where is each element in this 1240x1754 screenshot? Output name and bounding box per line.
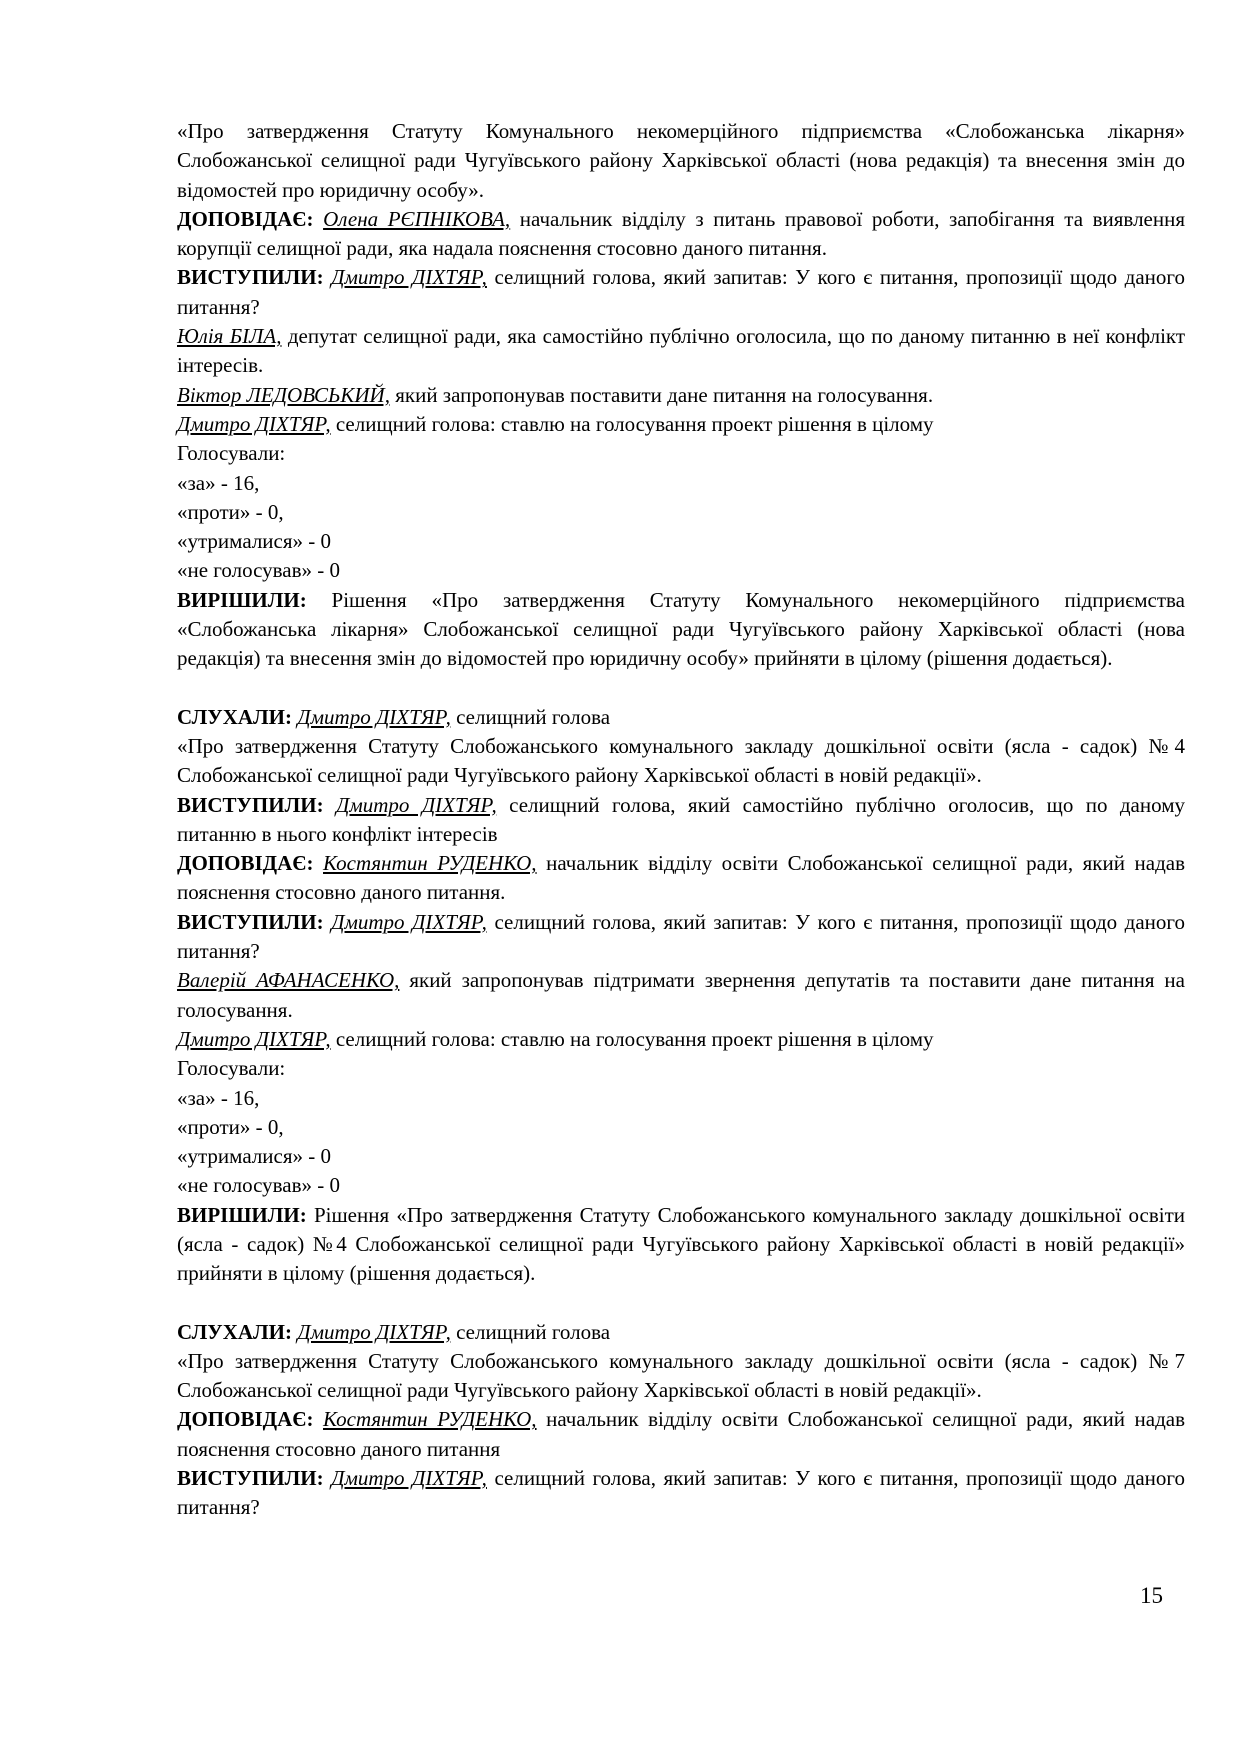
text-run: «не голосував» - 0 (177, 558, 341, 583)
text-run: селищний голова, який запитав: У кого є питання, пропозиції щодо даного питання? (177, 909, 1185, 964)
paragraph (177, 322, 1185, 381)
text-run: «Про затвердження Статуту Слобожанського комунального закладу дошкільної освіти (ясла - садок) №4 Слобожанської селищної ради Чугуївського району Харківської області в новій редакції». (177, 733, 1185, 788)
paragraph (177, 1318, 1185, 1347)
text-run: селищний голова (450, 704, 611, 729)
paragraph (177, 205, 1185, 264)
speaker-name: Дмитро ДІХТЯР, (297, 704, 451, 729)
text-run: начальник відділу освіти Слобожанської селищної ради, який надав пояснення стосовно даного питання (177, 1407, 1185, 1461)
section-label: СЛУХАЛИ: (177, 704, 298, 729)
section-label: ВИРІШИЛИ: (177, 1202, 314, 1227)
paragraph-gap (177, 674, 1185, 703)
speaker-name: Валерій АФАНАСЕНКО, (177, 968, 400, 993)
paragraph (177, 849, 1185, 908)
text-run: «утрималися» - 0 (177, 529, 332, 554)
text-run: депутат селищної ради, яка самостійно публічно оголосила, що по даному питанню в неї конфлікт інтересів. (177, 324, 1186, 378)
speaker-name: Дмитро ДІХТЯР, (331, 265, 487, 290)
text-line (177, 1171, 1185, 1200)
speaker-name: Дмитро ДІХТЯР, (331, 909, 487, 934)
text-run: начальник відділу з питань правової роботи, запобігання та виявлення корупції селищної ради, яка надала пояснення стосовно даного питання. (177, 206, 1186, 261)
text-run: селищний голова: ставлю на голосування проект рішення в цілому (330, 1026, 934, 1051)
text-run: Голосували: (177, 441, 286, 466)
text-run: «за» - 16, (177, 1085, 260, 1110)
text-run: начальник відділу освіти Слобожанської селищної ради, який надав пояснення стосовно даного питання. (177, 851, 1185, 905)
text-run: селищний голова: ставлю на голосування проект рішення в цілому (330, 411, 934, 436)
text-run: селищний голова, який самостійно публічно оголосив, що по даному питанню в нього конфлікт інтересів (177, 792, 1186, 846)
text-run: «проти» - 0, (177, 499, 284, 524)
text-line (177, 1054, 1185, 1083)
text-run: «за» - 16, (177, 470, 260, 495)
text-run: Рішення «Про затвердження Статуту Комунального некомерційного підприємства «Слобожанська лікарня» Слобожанської селищної ради Чугуївського району Харківської області (нова редакція) та внесення змін до відомостей про юридичну особу» прийняти в цілому (рішення додається). (177, 587, 1186, 671)
paragraph (177, 966, 1185, 1025)
paragraph (177, 1347, 1185, 1406)
paragraph (177, 263, 1185, 322)
page-number: 15 (1140, 1583, 1163, 1608)
paragraph (177, 1025, 1185, 1054)
speaker-name: Костянтин РУДЕНКО, (323, 1407, 537, 1432)
text-run: «Про затвердження Статуту Комунального некомерційного підприємства «Слобожанська лікарня» Слобожанської селищної ради Чугуївського району Харківської області (нова редакція) та внесення змін до відомостей про юридичну особу». (177, 119, 1185, 202)
speaker-name: Дмитро ДІХТЯР, (177, 411, 331, 436)
paragraph (177, 1201, 1185, 1289)
text-run: «Про затвердження Статуту Слобожанського комунального закладу дошкільної освіти (ясла - садок) №7 Слобожанської селищної ради Чугуївського району Харківської області в новій редакції». (177, 1348, 1185, 1403)
speaker-name: Дмитро ДІХТЯР, (177, 1026, 331, 1051)
text-run: «утрималися» - 0 (177, 1144, 332, 1169)
text-run: Рішення «Про затвердження Статуту Слобожанського комунального закладу дошкільної освіти (ясла - садок) №4 Слобожанської селищної ради Чугуївського району Харківської області в новій редакції» прийняти в цілому (рішення додається). (177, 1202, 1185, 1286)
speaker-name: Олена РЄПНІКОВА, (323, 206, 511, 231)
section-label: ДОПОВІДАЄ: (177, 1407, 324, 1432)
text-run: селищний голова, який запитав: У кого є питання, пропозиції щодо даного питання? (177, 1466, 1185, 1520)
text-line (177, 1142, 1185, 1171)
speaker-name: Костянтин РУДЕНКО, (323, 851, 537, 876)
section-label: ДОПОВІДАЄ: (177, 851, 324, 876)
text-run: «не голосував» - 0 (177, 1173, 341, 1198)
text-run: селищний голова, який запитав: У кого є питання, пропозиції щодо даного питання? (177, 265, 1185, 319)
text-run: «проти» - 0, (177, 1114, 284, 1139)
text-run: селищний голова (450, 1319, 611, 1344)
paragraph (177, 410, 1185, 439)
paragraph (177, 732, 1185, 791)
document-body (177, 117, 1185, 1523)
text-run: який запропонував підтримати звернення депутатів та поставити дане питання на голосування. (177, 968, 1185, 1022)
speaker-name: Дмитро ДІХТЯР, (297, 1319, 451, 1344)
speaker-name: Дмитро ДІХТЯР, (331, 1466, 487, 1491)
text-run: який запропонував поставити дане питання на голосування. (389, 382, 934, 407)
paragraph (177, 117, 1185, 205)
speaker-name: Дмитро ДІХТЯР, (335, 792, 497, 817)
text-line (177, 469, 1185, 498)
text-line (177, 1084, 1185, 1113)
paragraph-gap (177, 1289, 1185, 1318)
text-line (177, 1113, 1185, 1142)
section-label: ВИСТУПИЛИ: (177, 1466, 332, 1491)
paragraph (177, 1464, 1185, 1523)
paragraph (177, 586, 1185, 674)
paragraph (177, 908, 1185, 967)
section-label: ДОПОВІДАЄ: (177, 206, 324, 231)
section-label: ВИСТУПИЛИ: (177, 265, 332, 290)
paragraph (177, 703, 1185, 732)
section-label: ВИСТУПИЛИ: (177, 909, 332, 934)
paragraph (177, 381, 1185, 410)
paragraph (177, 791, 1185, 850)
paragraph (177, 1405, 1185, 1464)
text-run: Голосували: (177, 1056, 286, 1081)
speaker-name: Юлія БІЛА, (177, 324, 282, 349)
text-line (177, 498, 1185, 527)
speaker-name: Віктор ЛЕДОВСЬКИЙ, (177, 382, 390, 407)
section-label: ВИСТУПИЛИ: (177, 792, 336, 817)
text-line (177, 527, 1185, 556)
section-label: ВИРІШИЛИ: (177, 587, 332, 612)
text-line (177, 439, 1185, 468)
text-line (177, 556, 1185, 585)
section-label: СЛУХАЛИ: (177, 1319, 298, 1344)
